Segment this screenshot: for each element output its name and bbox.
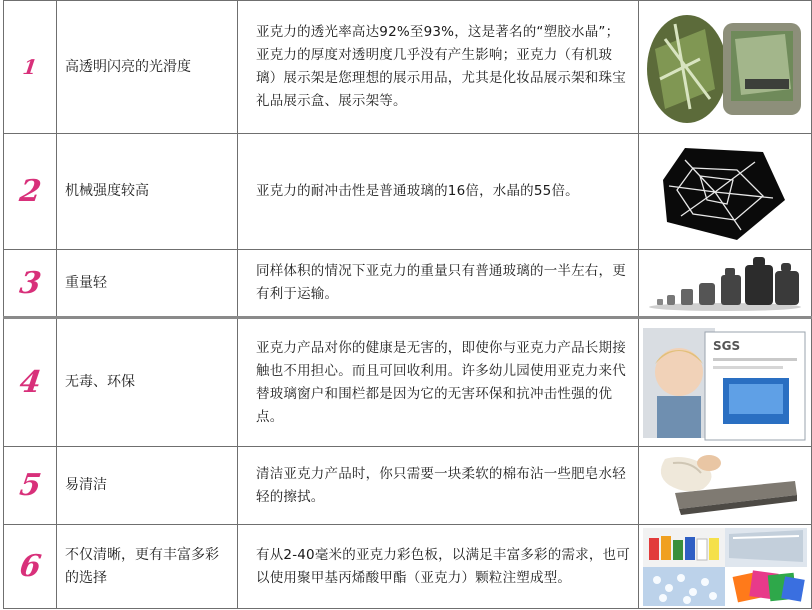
row-number: 3: [17, 265, 43, 301]
feature-cell: 重量轻: [57, 250, 238, 318]
feature-cell: 高透明闪亮的光滑度: [57, 1, 238, 134]
table-row: [4, 318, 812, 447]
row-number: 5: [17, 468, 43, 503]
feature-cell: 无毒、环保: [57, 318, 238, 447]
feature-cell: 机械强度较高: [57, 134, 238, 250]
color-acrylic-sheets-photo: [639, 525, 812, 609]
row-number: 6: [17, 549, 43, 584]
row-number: 4: [17, 365, 43, 400]
description-cell: 有从2-40毫米的亚克力彩色板，以满足丰富多彩的需求，也可以使用聚甲基丙烯酸甲酯（亚克力）颗粒注塑成型。: [238, 525, 639, 609]
features-table: [3, 0, 812, 609]
description-cell: 亚克力的透光率高达92%至93%，这是著名的“塑胶水晶”；亚克力的厚度对透明度几乎没有产生影响；亚克力（有机玻璃）展示架是您理想的展示用品，尤其是化妆品展示架和珠宝礼品展示盒、展示架等。: [238, 1, 639, 134]
weights-photo: [639, 250, 812, 318]
description-cell: 亚克力的耐冲击性是普通玻璃的16倍，水晶的55倍。: [238, 134, 639, 250]
child-and-sgs-report-photo: [639, 318, 812, 447]
row-number: 2: [17, 174, 43, 209]
table-row: [4, 525, 812, 609]
cleaning-cloth-photo: [639, 447, 812, 525]
feature-cell: 易清洁: [57, 447, 238, 525]
table-row: [4, 250, 812, 318]
description-cell: 亚克力产品对你的健康是无害的，即使你与亚克力产品长期接触也不用担心。而且可回收利用。许多幼儿园使用亚克力来代替玻璃窗户和围栏都是因为它的无害环保和抗冲击性强的优点。: [238, 318, 639, 447]
acrylic-display-photos: [639, 1, 812, 134]
table-row: [4, 447, 812, 525]
description-cell: 同样体积的情况下亚克力的重量只有普通玻璃的一半左右，更有利于运输。: [238, 250, 639, 318]
row-number: 1: [21, 55, 39, 79]
sgs-logo-text: SGS: [713, 338, 741, 353]
feature-cell: 不仅清晰，更有丰富多彩的选择: [57, 525, 238, 609]
table-row: [4, 134, 812, 250]
cracked-glass-photo: [639, 134, 812, 250]
description-cell: 清洁亚克力产品时，你只需要一块柔软的棉布沾一些肥皂水轻轻的擦拭。: [238, 447, 639, 525]
table-row: [4, 1, 812, 134]
